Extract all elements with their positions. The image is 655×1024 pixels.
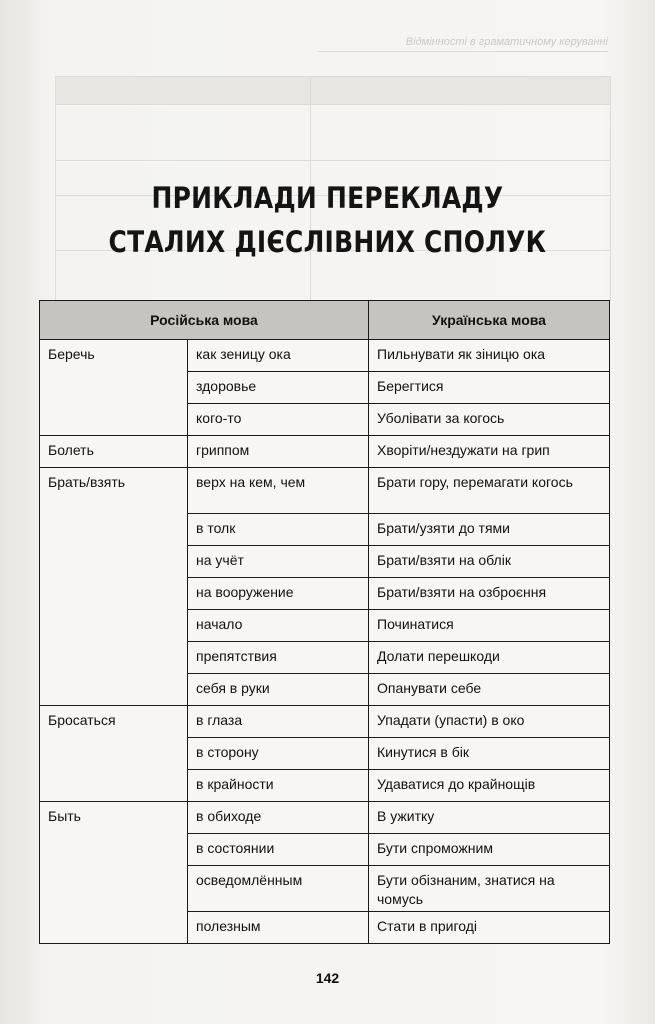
phrase-cell: верх на кем, чем [188, 468, 369, 514]
phrase-cell: в состоянии [188, 834, 369, 866]
translation-cell: Стати в пригоді [369, 912, 610, 944]
translation-cell: Починатися [369, 610, 610, 642]
header-russian: Російська мова [40, 301, 369, 340]
translation-cell: Брати/взяти на озброєння [369, 578, 610, 610]
translation-cell: Уболівати за когось [369, 404, 610, 436]
verb-cell: Быть [40, 802, 188, 944]
translation-cell: В ужитку [369, 802, 610, 834]
phrase-cell: в глаза [188, 706, 369, 738]
translation-cell: Удаватися до крайнощів [369, 770, 610, 802]
phrase-cell: на учёт [188, 546, 369, 578]
table-row [40, 802, 610, 834]
phrase-cell: на вооружение [188, 578, 369, 610]
translation-cell: Берегтися [369, 372, 610, 404]
header-ukrainian: Українська мова [369, 301, 610, 340]
translation-cell: Долати перешкоди [369, 642, 610, 674]
phrase-cell: начало [188, 610, 369, 642]
running-head: Відмінності в граматичному керуванні [318, 36, 608, 52]
phrase-cell: препятствия [188, 642, 369, 674]
translation-cell: Брати гору, перемагати когось [369, 468, 610, 514]
phrase-translation-table [39, 300, 610, 944]
translation-cell: Опанувати себе [369, 674, 610, 706]
table-row [40, 436, 610, 468]
translation-cell: Кинутися в бік [369, 738, 610, 770]
phrase-cell: осведомлённым [188, 866, 369, 912]
translation-cell: Бути обізнаним, знатися на чомусь [369, 866, 610, 912]
table-row [40, 340, 610, 372]
phrase-cell: гриппом [188, 436, 369, 468]
translation-cell: Пильнувати як зіницю ока [369, 340, 610, 372]
verb-cell: Беречь [40, 340, 188, 436]
verb-cell: Болеть [40, 436, 188, 468]
table-header-row [40, 301, 610, 340]
title-line-2: СТАЛИХ ДІЄСЛІВНИХ СПОЛУК [108, 225, 547, 259]
phrase-cell: здоровье [188, 372, 369, 404]
table-row [40, 468, 610, 514]
phrase-cell: в крайности [188, 770, 369, 802]
phrase-cell: как зеницу ока [188, 340, 369, 372]
translation-cell: Брати/взяти на облік [369, 546, 610, 578]
phrase-cell: себя в руки [188, 674, 369, 706]
translation-cell: Брати/узяти до тями [369, 514, 610, 546]
phrase-cell: в толк [188, 514, 369, 546]
translation-cell: Хворіти/нездужати на грип [369, 436, 610, 468]
verb-cell: Бросаться [40, 706, 188, 802]
page-title [46, 176, 609, 264]
phrase-cell: кого-то [188, 404, 369, 436]
page-number: 142 [315, 970, 340, 986]
phrase-cell: в сторону [188, 738, 369, 770]
translation-cell: Упадати (упасти) в око [369, 706, 610, 738]
table-row [40, 706, 610, 738]
phrase-cell: в обиходе [188, 802, 369, 834]
title-line-1: ПРИКЛАДИ ПЕРЕКЛАДУ [151, 181, 504, 215]
translation-cell: Бути спроможним [369, 834, 610, 866]
verb-cell: Брать/взять [40, 468, 188, 706]
phrase-cell: полезным [188, 912, 369, 944]
